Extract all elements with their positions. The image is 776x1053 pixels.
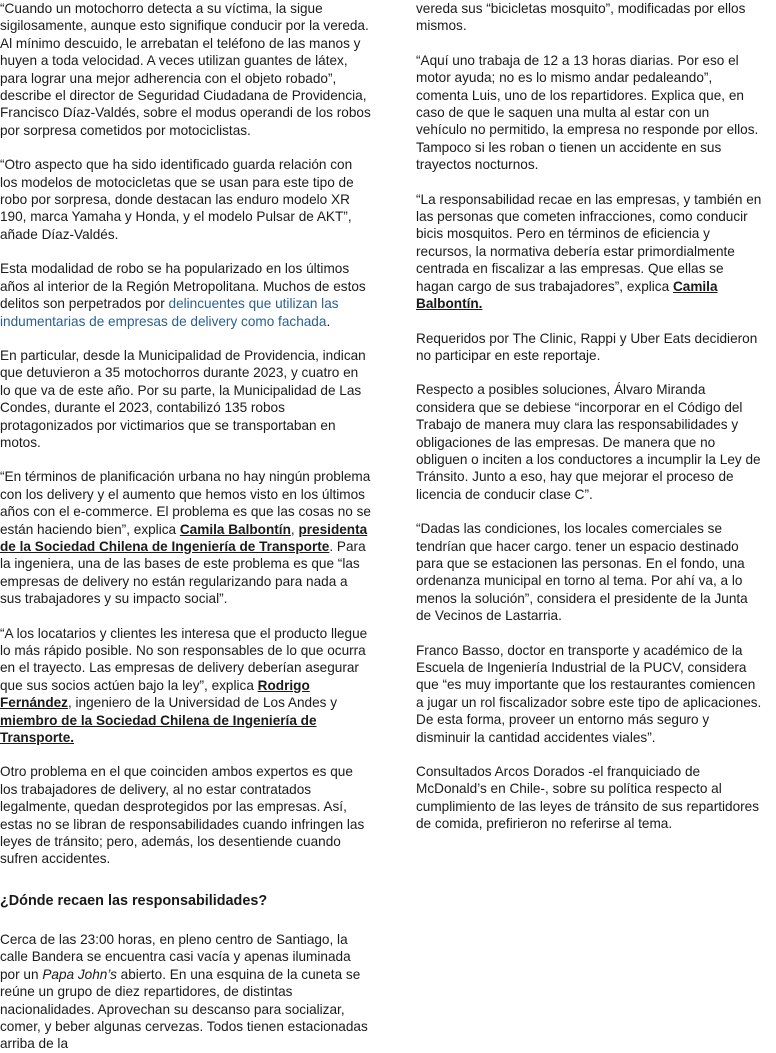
paragraph-urban-planning — [0, 468, 372, 607]
sochitran-president-link[interactable]: presidenta de la Sociedad Chilena de Ingeniería de Transporte — [0, 521, 368, 554]
paragraph-luis-quote: “Aquí uno trabaja de 12 a 13 horas diarias. Por eso el motor ayuda; no es lo mismo andar pedaleando”, comenta Luis, uno de los repartidores. Explica que, en caso de que le saquen una multa al estar con un vehículo no permitido, la empresa no responde por ellos. Tampoco si les roban o tienen un accidente en sus trayectos nocturnos. — [416, 52, 759, 173]
text-span: “A los locatarios y clientes les interesa que el producto llegue lo más rápido posible. No son responsables de lo que ocurra en el trayecto. Las empresas de delivery deberían asegurar que sus socios actúen bajo la ley”, explica — [0, 625, 368, 693]
section-heading-responsibilities: ¿Dónde recaen las responsabilidades? — [0, 892, 268, 909]
paragraph-bandera-street — [0, 931, 372, 1053]
text-span: . — [326, 313, 331, 329]
paragraph-lastarria-quote: “Dadas las condiciones, los locales comerciales se tendrían que hacer cargo. tener un espacio destinado para que se estacionen las personas. En el fondo, una ordenanza municipal en torno al tema. Por ahí va, a lo menos la solución”, considera el presidente de la Junta de Vecinos de Lastarria. — [416, 521, 748, 624]
camila-balbontin-link-2[interactable]: Camila Balbontín. — [416, 278, 718, 312]
papa-johns-name: Papa John’s — [42, 966, 117, 982]
text-span: , ingeniero de la Universidad de Los Andes y — [67, 695, 338, 711]
paragraph-companies-declined: Requeridos por The Clinic, Rappi y Uber Eats decidieron no participar en este reportaje. — [416, 330, 758, 363]
left-column — [0, 0, 372, 1053]
text-span: “En términos de planificación urbana no hay ningún problema con los delivery y el aumento que hemos visto en los últimos años con el e-commerce. El problema es que las cosas no se están haciendo bien”, explica — [0, 469, 371, 537]
right-column — [416, 0, 762, 833]
camila-balbontin-link[interactable]: Camila Balbontín — [179, 521, 291, 537]
paragraph-locatarios — [0, 625, 372, 747]
paragraph-municipal-stats: En particular, desde la Municipalidad de Providencia, indican que detuvieron a 35 motochorros durante 2023, y cuatro en lo que va de este año. Por su parte, la Municipalidad de Las Condes, durante el 2023, contabilizó 135 robos protagonizados por victimarios que se transportaban en motos. — [0, 347, 366, 450]
delivery-disguise-link[interactable]: delincuentes que utilizan las indumentarias de empresas de delivery como fachada — [0, 296, 339, 329]
sochitran-member-link[interactable]: miembro de la Sociedad Chilena de Ingeniería de Transporte. — [0, 712, 317, 746]
paragraph-motorcycle-models: “Otro aspecto que ha sido identificado guarda relación con los modelos de motocicletas que se usan para este tipo de robo por sorpresa, donde destacan las enduro modelo XR 190, marca Yamaha y Honda, y el modelo Pulsar de AKT”, añade Díaz-Valdés. — [0, 157, 354, 242]
paragraph-responsibility-companies — [416, 191, 762, 313]
paragraph-unprotected-workers: Otro problema en el que coinciden ambos expertos es que los trabajadores de delivery, al no estar contratados legalmente, quedan desprotegidos por las empresas. Así, estas no se libran de responsabilidades cuando infringen las leyes de tránsito; pero, además, los desentiende cuando sufren accidentes. — [0, 764, 365, 867]
paragraph-robbery-modality — [0, 260, 372, 330]
text-span: . Para la ingeniera, una de las bases de este problema es que “las empresas de delivery no están regularizando para nada a sus trabajadores y su impacto social”. — [0, 538, 366, 607]
text-span: Esta modalidad de robo se ha popularizado en los últimos años al interior de la Región Metropolitana. Muchos de estos delitos son perpetrados por — [0, 261, 366, 312]
paragraph-bicicletas-mosquito: vereda sus “bicicletas mosquito”, modificadas por ellos mismos. — [416, 1, 746, 34]
text-span: , — [290, 521, 299, 537]
paragraph-franco-basso: Franco Basso, doctor en transporte y académico de la Escuela de Ingeniería Industrial de la PUCV, considera que “es muy importante que los restaurantes comiencen a jugar un rol fiscalizador sobre este tipo de aplicaciones. De esta forma, proveer un entorno más seguro y disminuir la cantidad accidentes viales”. — [416, 642, 762, 745]
text-span: Cerca de las 23:00 horas, en pleno centro de Santiago, la calle Bandera se encuentra casi vacía y apenas iluminada por un — [0, 931, 351, 982]
paragraph-miranda-solutions: Respecto a posibles soluciones, Álvaro Miranda considera que se debiese “incorporar en el Código del Trabajo de manera muy clara las responsabilidades y obligaciones de las empresas. De manera que no obliguen o inciten a los conductores a incumplir la Ley de Tránsito. Junto a eso, hay que mejorar el proceso de licencia de conducir clase C”. — [416, 382, 761, 502]
text-span: abierto. En una esquina de la cuneta se reúne un grupo de diez repartidores, de distintas nacionalidades. Aprovechan su descanso para socializar, comer, y beber algunas cervezas. Todos tienen estacionadas arriba de la — [0, 966, 368, 1052]
paragraph-motochorro-description: “Cuando un motochorro detecta a su víctima, la sigue sigilosamente, aunque esto signifique conducir por la vereda. Al mínimo descuido, le arrebatan el teléfono de las manos y huyen a toda velocidad. A veces utilizan guantes de látex, para lograr una mejor adherencia con el objeto robado”, describe el director de Seguridad Ciudadana de Providencia, Francisco Díaz-Valdés, sobre el modus operandi de los robos por sorpresa cometidos por motociclistas. — [0, 1, 371, 138]
text-span: “La responsabilidad recae en las empresas, y también en las personas que cometen infracciones, como conducir bicis mosquitos. Pero en términos de eficiencia y recursos, la normativa debería estar primordialmente centrada en fiscalizar a las empresas. Que ellas se hagan cargo de sus trabajadores”, explica — [416, 191, 762, 294]
rodrigo-fernandez-link[interactable]: Rodrigo Fernández — [0, 677, 310, 711]
paragraph-arcos-dorados: Consultados Arcos Dorados -el franquiciado de McDonald’s en Chile-, sobre su política respecto al cumplimiento de las leyes de tránsito de sus repartidores de comida, prefirieron no referirse al tema. — [416, 764, 760, 832]
